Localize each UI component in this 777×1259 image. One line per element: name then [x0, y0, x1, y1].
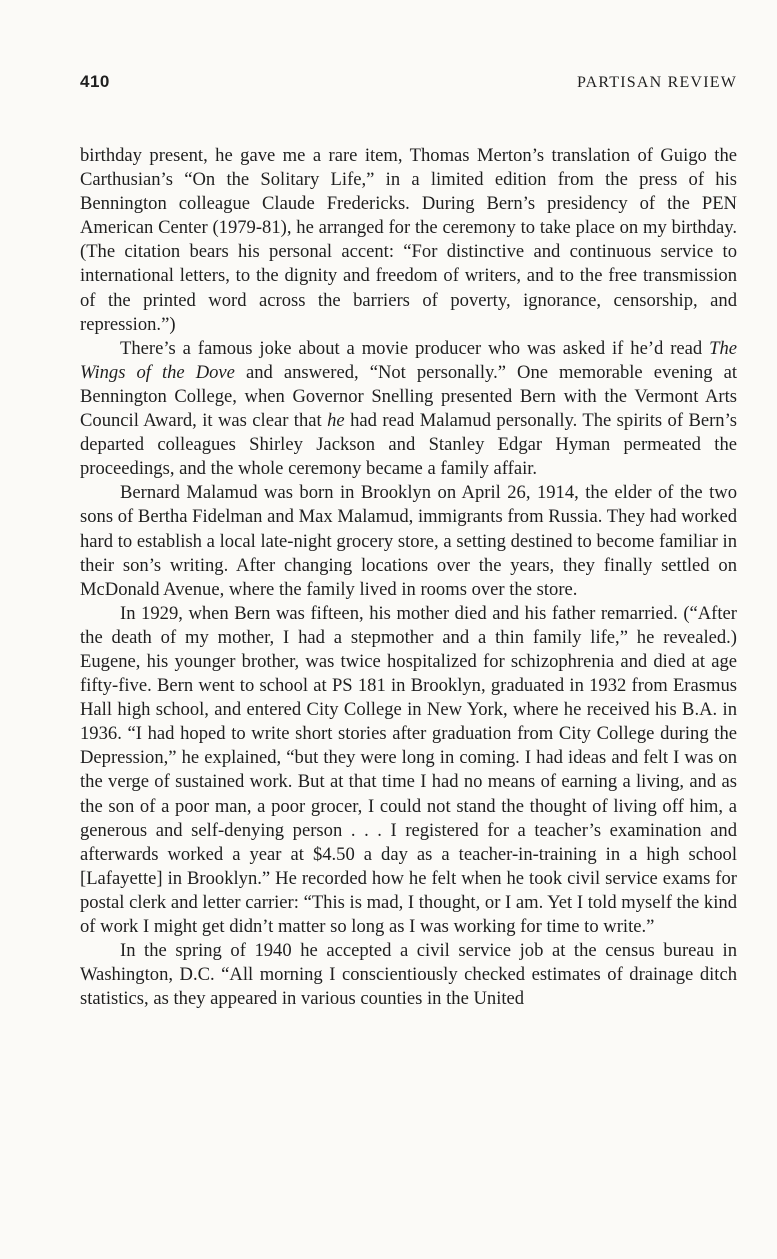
paragraph-4: In 1929, when Bern was fifteen, his mother died and his father remarried. (“After the death of my mother, I had a stepmother and a thin family life,” he revealed.) Eugene, his younger brother, was twice hospitalized for schizophrenia and died at age fifty-five. Bern went to school at PS 181 in Brooklyn, graduated in 1932 from Erasmus Hall high school, and entered City College in New York, where he received his B.A. in 1936. “I had hoped to write short stories after graduation from City College during the Depression,” he explained, “but they were long in coming. I had ideas and felt I was on the verge of sustained work. But at that time I had no means of earning a living, and as the son of a poor man, a poor grocer, I could not stand the thought of living off him, a generous and self-denying person . . . I registered for a teacher’s examination and afterwards worked a year at $4.50 a day as a teacher-in-training in a high school [Lafayette] in Brooklyn.” He recorded how he felt when he took civil service exams for postal clerk and letter carrier: “This is mad, I thought, or I am. Yet I told myself the kind of work I might get didn’t matter so long as I was working for time to write.”: [80, 602, 737, 937]
running-head: [80, 72, 737, 92]
paragraph-2-text-c: had read Malamud personally. The spirits of Bern’s departed colleagues Shirley Jackson and Stanley Edgar Hyman permeated the proceedings, and the whole ceremony became a family affair.: [80, 410, 737, 480]
emphasis-italic: he: [327, 410, 345, 432]
paragraph-1: birthday present, he gave me a rare item, Thomas Merton’s translation of Guigo the Carthusian’s “On the Solitary Life,” in a limited edition from the press of his Bennington colleague Claude Fredericks. During Bern’s presidency of the PEN American Center (1979-81), he arranged for the ceremony to take place on my birthday. (The citation bears his personal accent: “For distinctive and continuous service to international letters, to the dignity and freedom of writers, and to the free transmission of the printed word across the barriers of poverty, ignorance, censorship, and repression.”): [80, 145, 737, 335]
paragraph-2-text-a: There’s a famous joke about a movie producer who was asked if he’d read: [120, 337, 710, 359]
body-text: [80, 144, 737, 1011]
paragraph-5: In the spring of 1940 he accepted a civil service job at the census bureau in Washington, D.C. “All morning I conscientiously checked estimates of drainage ditch statistics, as they appeared in various counties in the United: [80, 940, 737, 1010]
paragraph-2: [80, 337, 737, 482]
page-number: 410: [80, 72, 110, 91]
paragraph-3: Bernard Malamud was born in Brooklyn on April 26, 1914, the elder of the two sons of Bertha Fidelman and Max Malamud, immigrants from Russia. They had worked hard to establish a local late-night grocery store, a setting destined to become familiar in their son’s writing. After changing locations over the years, they finally settled on McDonald Avenue, where the family lived in rooms over the store.: [80, 482, 737, 600]
paragraph-2-text-b: and answered, “Not personally.” One memorable evening at Bennington College, when Governor Snelling presented Bern with the Vermont Arts Council Award, it was clear that: [80, 361, 737, 432]
book-title-italic: The Wings of the Dove: [80, 337, 737, 383]
journal-title: PARTISAN REVIEW: [576, 74, 737, 91]
